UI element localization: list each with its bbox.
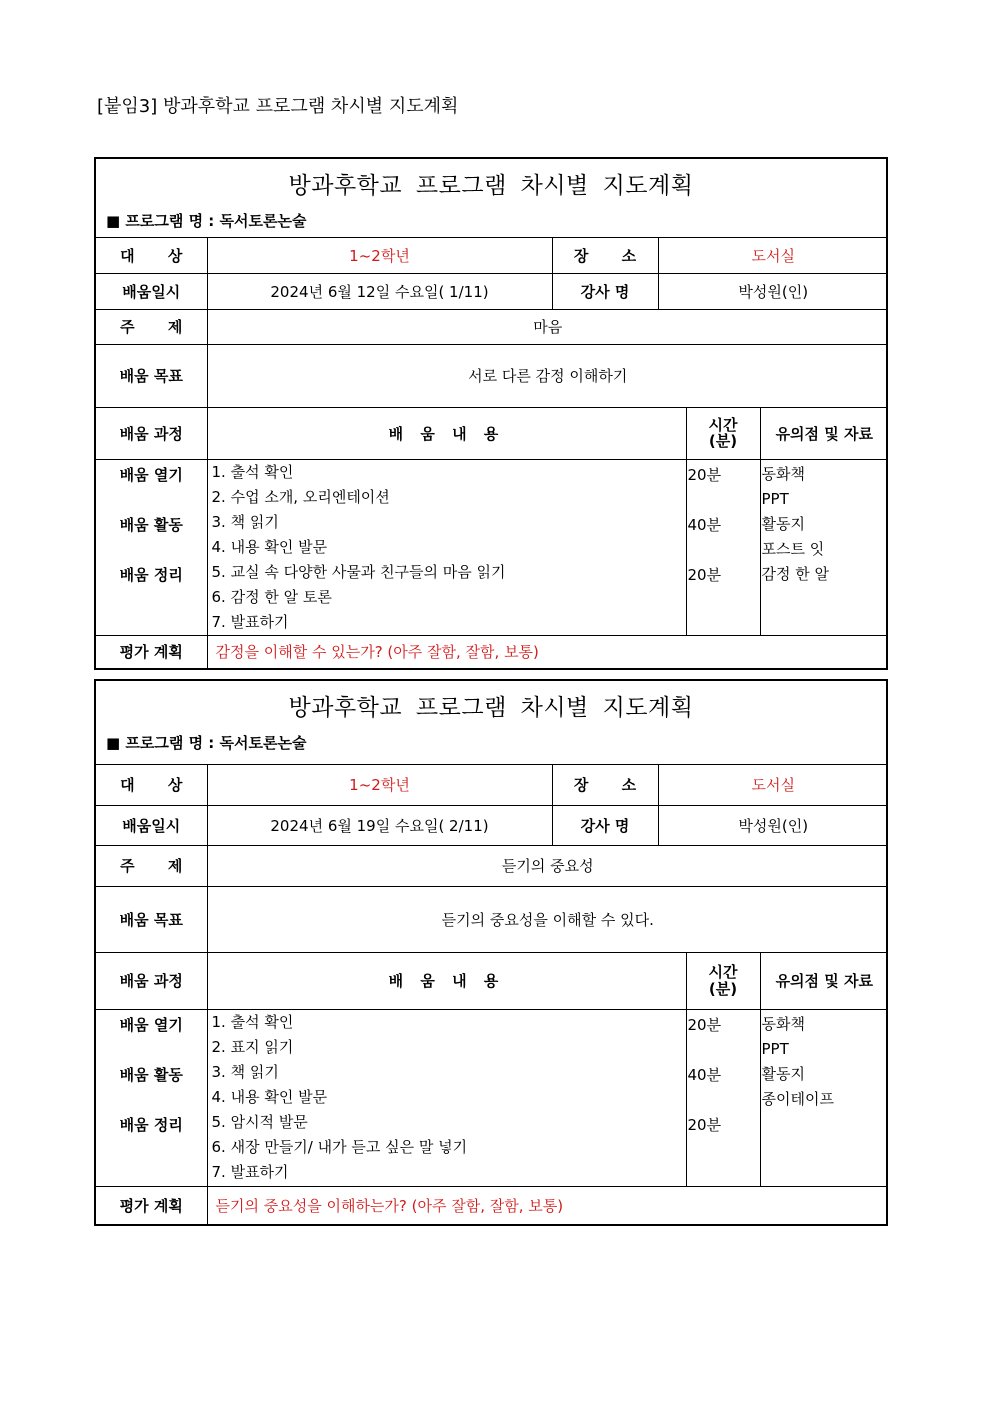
material-item: 종이테이프	[761, 1089, 834, 1108]
step-item: 1. 출석 확인	[211, 1012, 294, 1031]
step-item: 7. 발표하기	[211, 612, 289, 631]
place-label: 장 소	[552, 765, 658, 805]
steps-cell	[207, 1009, 686, 1186]
time-label-line1: 시간	[708, 963, 738, 981]
times-cell	[686, 1009, 760, 1186]
plan-title: 방과후학교 프로그램 차시별 지도계획	[288, 695, 694, 721]
materials-cell	[760, 459, 888, 635]
time-label-line2: (분)	[708, 432, 738, 450]
step-item: 2. 표지 읽기	[211, 1037, 294, 1056]
stages-cell	[96, 459, 207, 635]
step-item: 2. 수업 소개, 오리엔테이션	[211, 487, 390, 506]
stage-item: 배움 열기	[119, 465, 183, 484]
content-label: 배 움 내 용	[207, 952, 686, 1009]
topic-value: 듣기의 중요성	[207, 845, 888, 886]
stage-item: 배움 정리	[119, 565, 183, 584]
time-item: 40분	[687, 1065, 722, 1084]
materials-cell	[760, 1009, 888, 1186]
topic-label: 주 제	[96, 845, 207, 886]
instructor-value: 박성원(인)	[658, 805, 888, 845]
program-name: ■ 프로그램 명 : 독서토론논술	[106, 212, 307, 230]
target-label: 대 상	[96, 765, 207, 805]
step-item: 5. 교실 속 다양한 사물과 친구들의 마음 읽기	[211, 562, 506, 581]
place-value: 도서실	[658, 238, 888, 273]
process-label: 배움 과정	[96, 407, 207, 459]
time-label-line2: (분)	[708, 979, 738, 998]
plan-heading	[96, 159, 886, 238]
plan-title: 방과후학교 프로그램 차시별 지도계획	[288, 173, 694, 199]
step-item: 6. 감정 한 알 토론	[211, 587, 332, 606]
target-value: 1~2학년	[207, 238, 552, 273]
material-item: 동화책	[761, 464, 805, 483]
eval-value: 감정을 이해할 수 있는가? (아주 잘함, 잘함, 보통)	[207, 635, 888, 668]
stage-item: 배움 열기	[119, 1015, 183, 1034]
goal-value: 서로 다른 감정 이해하기	[207, 344, 888, 407]
material-item: 활동지	[761, 1064, 805, 1083]
stages-cell	[96, 1009, 207, 1186]
time-item: 20분	[687, 1115, 722, 1134]
stage-item: 배움 활동	[119, 515, 183, 534]
place-value: 도서실	[658, 765, 888, 805]
plan-heading	[96, 681, 886, 765]
stage-item: 배움 정리	[119, 1115, 183, 1134]
time-item: 20분	[687, 465, 722, 484]
goal-label: 배움 목표	[96, 344, 207, 407]
date-label: 배움일시	[96, 805, 207, 845]
materials-label: 유의점 및 자료	[760, 407, 888, 459]
place-label: 장 소	[552, 238, 658, 273]
step-item: 3. 책 읽기	[211, 1062, 279, 1081]
date-value: 2024년 6월 19일 수요일( 2/11)	[207, 805, 552, 845]
time-item: 20분	[687, 1015, 722, 1034]
instructor-label: 강사 명	[552, 273, 658, 309]
stage-item: 배움 활동	[119, 1065, 183, 1084]
step-item: 5. 암시적 발문	[211, 1112, 308, 1131]
material-item: PPT	[761, 1039, 789, 1058]
time-label	[686, 952, 760, 1009]
material-item: 동화책	[761, 1014, 805, 1033]
times-cell	[686, 459, 760, 635]
material-item: 감정 한 알	[761, 564, 829, 583]
topic-value: 마음	[207, 309, 888, 344]
target-value: 1~2학년	[207, 765, 552, 805]
step-item: 4. 내용 확인 발문	[211, 537, 328, 556]
date-label: 배움일시	[96, 273, 207, 309]
step-item: 1. 출석 확인	[211, 462, 294, 481]
materials-label: 유의점 및 자료	[760, 952, 888, 1009]
material-item: PPT	[761, 489, 789, 508]
time-item: 40분	[687, 515, 722, 534]
lesson-plan-1	[94, 157, 888, 670]
program-name: ■ 프로그램 명 : 독서토론논술	[106, 734, 307, 752]
plan-table	[96, 765, 888, 1224]
steps-cell	[207, 459, 686, 635]
process-label: 배움 과정	[96, 952, 207, 1009]
step-item: 4. 내용 확인 발문	[211, 1087, 328, 1106]
instructor-value: 박성원(인)	[658, 273, 888, 309]
date-value: 2024년 6월 12일 수요일( 1/11)	[207, 273, 552, 309]
time-item: 20분	[687, 565, 722, 584]
eval-label: 평가 계획	[96, 635, 207, 668]
eval-value: 듣기의 중요성을 이해하는가? (아주 잘함, 잘함, 보통)	[207, 1186, 888, 1224]
time-label	[686, 407, 760, 459]
document-header: [붙임3] 방과후학교 프로그램 차시별 지도계획	[97, 96, 459, 117]
target-label: 대 상	[96, 238, 207, 273]
topic-label: 주 제	[96, 309, 207, 344]
content-label: 배 움 내 용	[207, 407, 686, 459]
lesson-plan-2	[94, 679, 888, 1226]
time-label-line1: 시간	[708, 415, 738, 434]
material-item: 활동지	[761, 514, 805, 533]
eval-label: 평가 계획	[96, 1186, 207, 1224]
step-item: 7. 발표하기	[211, 1162, 289, 1181]
goal-label: 배움 목표	[96, 886, 207, 952]
step-item: 3. 책 읽기	[211, 512, 279, 531]
instructor-label: 강사 명	[552, 805, 658, 845]
step-item: 6. 새장 만들기/ 내가 듣고 싶은 말 넣기	[211, 1137, 468, 1156]
goal-value: 듣기의 중요성을 이해할 수 있다.	[207, 886, 888, 952]
material-item: 포스트 잇	[761, 539, 825, 558]
plan-table	[96, 238, 888, 668]
